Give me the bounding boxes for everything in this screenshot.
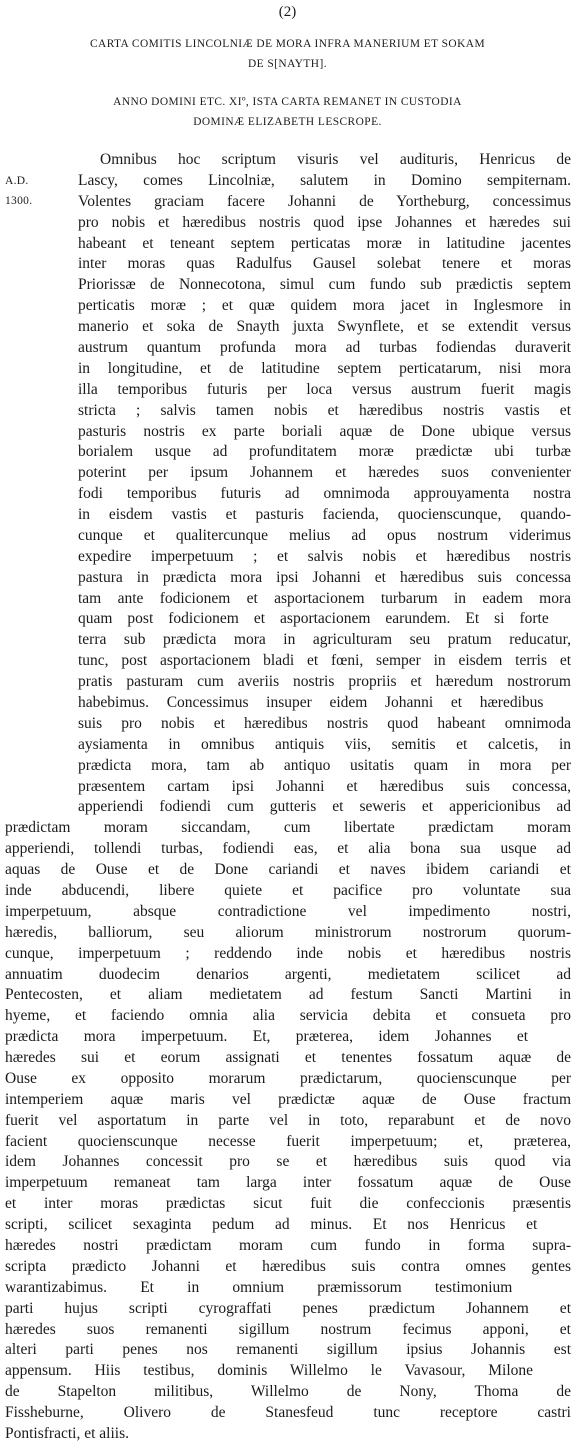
- body-line: apperiendi fodiendi cum gutteris et seweris et appericionibus ad: [78, 798, 572, 815]
- charter-title-line: CARTA COMITIS LINCOLNIÆ DE MORA INFRA MANERIUM ET SOKAM: [89, 38, 486, 50]
- body-line: expedire imperpetuum ; et salvis nobis et hæredibus nostris: [78, 548, 571, 565]
- body-line: imperpetuum remaneat tam larga inter fossatum aquæ de Ouse: [5, 1174, 571, 1191]
- custody-note-line: DOMINÆ ELIZABETH LESCROPE.: [193, 116, 382, 128]
- body-line: hæredes nostri prædictam moram cum fundo in forma supra-: [5, 1237, 571, 1254]
- custody-note: [0, 92, 575, 132]
- body-line: parti hujus scripti cyrograffati penes prædictum Johannem et: [5, 1300, 571, 1317]
- body-line: habeant et teneant septem perticatas moræ in latitudine jacentes: [78, 235, 571, 252]
- body-line: alteri parti penes nos remanenti sigillum ipsius Johannis est: [5, 1341, 571, 1358]
- margin-date-year: 1300.: [5, 195, 33, 207]
- body-line: cunque et qualitercunque melius ad opus nostrum viderimus: [78, 527, 571, 544]
- body-line: Ouse ex opposito morarum prædictarum, quocienscunque per: [5, 1070, 571, 1087]
- body-line: inter moras quas Radulfus Gausel solebat tenere et moras: [78, 255, 572, 272]
- body-line: aquas de Ouse et de Done cariandi et naves ibidem cariandi et: [5, 861, 571, 878]
- body-line: terra sub prædicta mora in agriculturam seu pratum reducatur,: [78, 631, 571, 648]
- body-line: Lascy, comes Lincolniæ, salutem in Domino sempiternam.: [78, 172, 571, 189]
- body-line: stricta ; salvis tamen nobis et hæredibus nostris vastis et: [78, 402, 571, 419]
- body-line: scripta prædicto Johanni et hæredibus suis contra omnes gentes: [5, 1258, 572, 1275]
- custody-note-line: ANNO DOMINI ETC. XIº, ISTA CARTA REMANET IN CUSTODIA: [113, 96, 462, 108]
- body-line: scripti, scilicet sexaginta pedum ad minus. Et nos Henricus et: [5, 1216, 538, 1233]
- body-line: manerio et soka de Snayth juxta Swynflete, et se extendit versus: [78, 318, 571, 335]
- body-line: inde abducendi, libere quiete et pacifice pro voluntate sua: [5, 882, 571, 899]
- margin-date-label: A.D.: [5, 175, 29, 187]
- body-line: præsentem cartam ipsi Johanni et hæredibus suis concessa,: [78, 778, 571, 795]
- body-line: Pentecosten, et aliam medietatem ad festum Sancti Martini in: [5, 986, 571, 1003]
- body-line: hæredis, balliorum, seu aliorum ministrorum nostrorum quorum-: [5, 924, 571, 941]
- body-line: Pontisfracti, et aliis.: [5, 1425, 129, 1442]
- body-line: warantizabimus. Et in omnium præmissorum testimonium: [5, 1279, 513, 1296]
- body-line: prædicta mora, tam ab antiquo usitatis quam in mora per: [78, 757, 571, 774]
- body-line: intemperiem aquæ maris vel prædictæ aquæ de Ouse fractum: [5, 1091, 571, 1108]
- body-line: Omnibus hoc scriptum visuris vel audituris, Henricus de: [100, 151, 571, 168]
- body-line: pro nobis et hæredibus nostris quod ipse Johannes et hæredes sui: [78, 214, 571, 231]
- body-line: habebimus. Concessimus insuper eidem Johanni et hæredibus: [78, 694, 544, 711]
- body-line: austrum quantum profunda mora ad turbas fodiendas duraverit: [78, 339, 571, 356]
- body-line: fuerit vel asportatum in parte vel in toto, reparabunt et de novo: [5, 1112, 571, 1129]
- body-line: tam ante fodicionem et asportacionem turbarum in eadem mora: [78, 590, 571, 607]
- body-line: prædictam moram siccandam, cum libertate prædictam moram: [5, 819, 571, 836]
- body-line: pastura in prædicta mora ipsi Johanni et hæredibus suis concessa: [78, 569, 571, 586]
- page-number: (2): [278, 4, 297, 20]
- body-line: poterint per ipsum Johannem et hæredes suos convenienter: [78, 464, 571, 481]
- body-line: apperiendi, tollendi turbas, fodiendi eas, et alia bona sua usque ad: [5, 840, 571, 857]
- body-line: quam post fodicionem et asportacionem earundem. Et si forte: [78, 610, 549, 627]
- body-line: pasturis nostris ex parte boriali aquæ de Done ubique versus: [78, 423, 571, 440]
- body-line: Priorissæ de Nonnecotona, simul cum fundo sub prædictis septem: [78, 276, 571, 293]
- body-line: annuatim duodecim denarios argenti, medietatem scilicet ad: [5, 966, 572, 983]
- body-line: et inter moras prædictas sicut fuit die confeccionis præsentis: [5, 1195, 571, 1212]
- body-line: aysiamenta in omnibus antiquis viis, semitis et calcetis, in: [78, 736, 571, 753]
- body-line: de Stapelton militibus, Willelmo de Nony, Thoma de: [5, 1383, 571, 1400]
- body-line: cunque, imperpetuum ; reddendo inde nobis et hæredibus nostris: [5, 945, 571, 962]
- body-line: idem Johannes concessit pro se et hæredibus suis quod via: [5, 1153, 571, 1170]
- body-line: appensum. Hiis testibus, dominis Willelmo le Vavasour, Milone: [5, 1362, 534, 1379]
- body-line: tunc, post asportacionem bladi et fœni, semper in eisdem terris et: [78, 652, 571, 669]
- body-line: hyeme, et faciendo omnia alia servicia debita et consueta pro: [5, 1007, 571, 1024]
- body-line: hæredes sui et eorum assignati et tenentes fossatum aquæ de: [5, 1049, 571, 1066]
- body-line: in longitudine, et de latitudine septem perticatarum, nisi mora: [78, 360, 572, 377]
- charter-title-line: DE S[NAYTH].: [247, 58, 327, 70]
- body-line: in eisdem vastis et pasturis facienda, quocienscunque, quando-: [78, 506, 571, 523]
- body-line: facient quocienscunque necesse fuerit imperpetuum; et, præterea,: [5, 1133, 571, 1150]
- body-line: prædicta mora imperpetuum. Et, præterea, idem Johannes et: [5, 1028, 529, 1045]
- body-line: hæredes suos remanenti sigillum nostrum fecimus apponi, et: [5, 1321, 571, 1338]
- body-line: fodi temporibus futuris ad omnimoda approuyamenta nostra: [78, 485, 571, 502]
- body-line: Fissheburne, Olivero de Stanesfeud tunc receptore castri: [5, 1404, 571, 1421]
- body-line: suis pro nobis et hæredibus nostris quod habeant omnimoda: [78, 715, 571, 732]
- body-line: imperpetuum, absque contradictione vel impedimento nostri,: [5, 903, 571, 920]
- body-line: pratis pasturam cum averiis nostris propriis et hæredum nostrorum: [78, 673, 571, 690]
- body-line: borialem usque ad profunditatem moræ prædictæ ubi turbæ: [78, 443, 571, 460]
- body-line: Volentes graciam facere Johanni de Yortheburg, concessimus: [78, 193, 571, 210]
- body-line: perticatis moræ ; et quæ quidem mora jacet in Inglesmore in: [78, 297, 571, 314]
- body-line: illa temporibus futuris per loca versus austrum fuerit magis: [78, 381, 571, 398]
- charter-title: [0, 34, 575, 74]
